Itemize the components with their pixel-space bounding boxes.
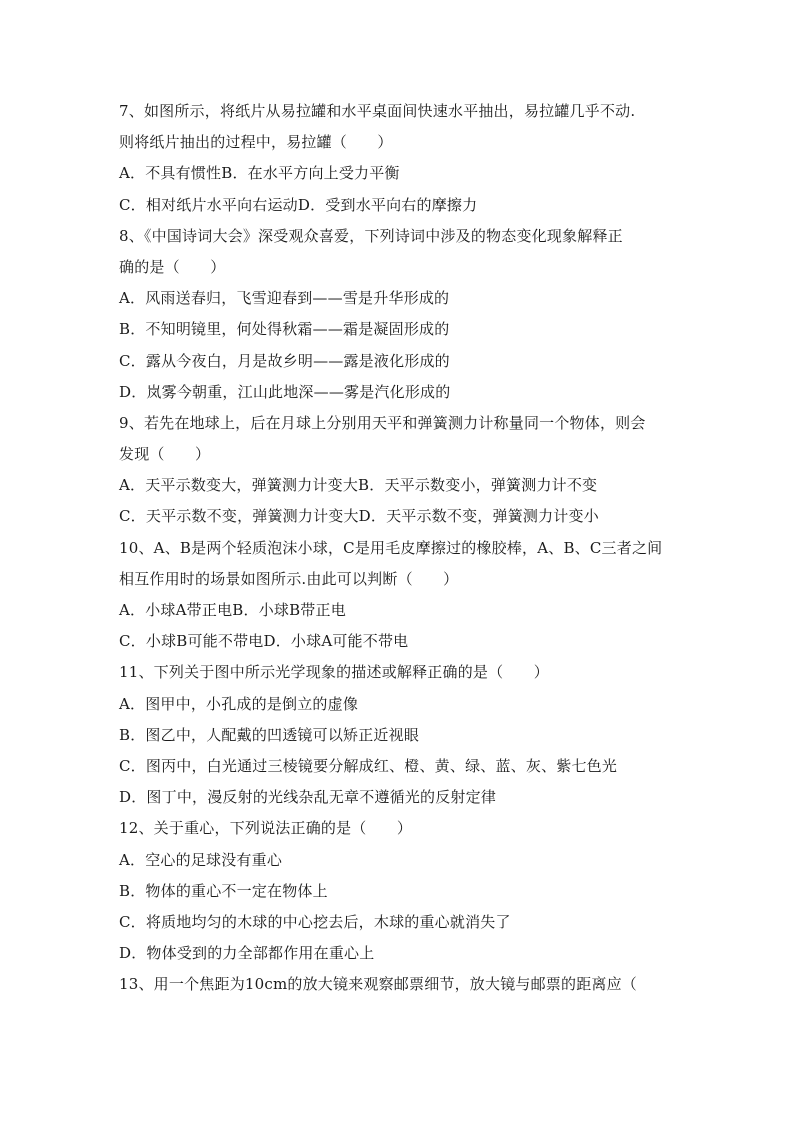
question-10-options-ab: A．小球A带正电B．小球B带正电 [119, 601, 346, 619]
question-11-option-d: D．图丁中，漫反射的光线杂乱无章不遵循光的反射定律 [119, 788, 497, 807]
question-11-stem: 11、下列关于图中所示光学现象的描述或解释正确的是（ ） [119, 663, 549, 682]
question-7-stem-line-2: 则将纸片抽出的过程中，易拉罐（ ） [119, 133, 393, 152]
question-7-stem-line-1: 7、如图所示，将纸片从易拉罐和水平桌面间快速水平抽出，易拉罐几乎不动. [119, 102, 636, 120]
question-8-option-b: B．不知明镜里，何处得秋霜——霜是凝固形成的 [119, 320, 450, 339]
question-11-option-a: A．图甲中，小孔成的是倒立的虚像 [119, 694, 359, 713]
question-7-options-ab: A．不具有惯性B．在水平方向上受力平衡 [119, 164, 400, 183]
document-page [119, 96, 679, 1000]
question-9-stem-line-1: 9、若先在地球上，后在月球上分别用天平和弹簧测力计称量同一个物体，则会 [119, 413, 646, 432]
question-12-stem: 12、关于重心，下列说法正确的是（ ） [119, 819, 413, 838]
question-8-option-c: C．露从今夜白，月是故乡明——露是液化形成的 [119, 351, 450, 370]
question-9-options-ab: A．天平示数变大，弹簧测力计变大B．天平示数变小，弹簧测力计不变 [119, 476, 598, 495]
question-8-option-a: A．风雨送春归，飞雪迎春到——雪是升华形成的 [119, 289, 450, 308]
question-11-option-b: B．图乙中，人配戴的凹透镜可以矫正近视眼 [119, 725, 420, 744]
question-13-stem: 13、用一个焦距为10cm的放大镜来观察邮票细节，放大镜与邮票的距离应（ [119, 975, 638, 994]
question-9-stem-line-2: 发现（ ） [119, 445, 211, 464]
question-9-options-cd: C．天平示数不变，弹簧测力计变大D．天平示数不变，弹簧测力计变小 [119, 507, 599, 526]
question-10-options-cd: C．小球B可能不带电D．小球A可能不带电 [119, 632, 409, 651]
question-8-stem-line-1: 8、《中国诗词大会》深受观众喜爱，下列诗词中涉及的物态变化现象解释正 [119, 226, 623, 245]
question-10-stem-line-1: 10、A、B是两个轻质泡沫小球，C是用毛皮摩擦过的橡胶棒，A、B、C三者之间 [119, 538, 663, 557]
question-12-option-b: B．物体的重心不一定在物体上 [119, 881, 328, 900]
question-11-option-c: C．图丙中，白光通过三棱镜要分解成红、橙、黄、绿、蓝、灰、紫七色光 [119, 756, 618, 775]
question-12-option-a: A．空心的足球没有重心 [119, 850, 283, 869]
question-8-option-d: D．岚雾今朝重，江山此地深——雾是汽化形成的 [119, 382, 451, 401]
question-8-stem-line-2: 确的是（ ） [119, 257, 226, 276]
question-10-stem-line-2: 相互作用时的场景如图所示.由此可以判断（ ） [119, 569, 459, 588]
question-12-option-c: C．将质地均匀的木球的中心挖去后，木球的重心就消失了 [119, 912, 511, 931]
question-12-option-d: D．物体受到的力全部都作用在重心上 [119, 944, 375, 963]
question-7-options-cd: C．相对纸片水平向右运动D．受到水平向右的摩擦力 [119, 195, 478, 214]
